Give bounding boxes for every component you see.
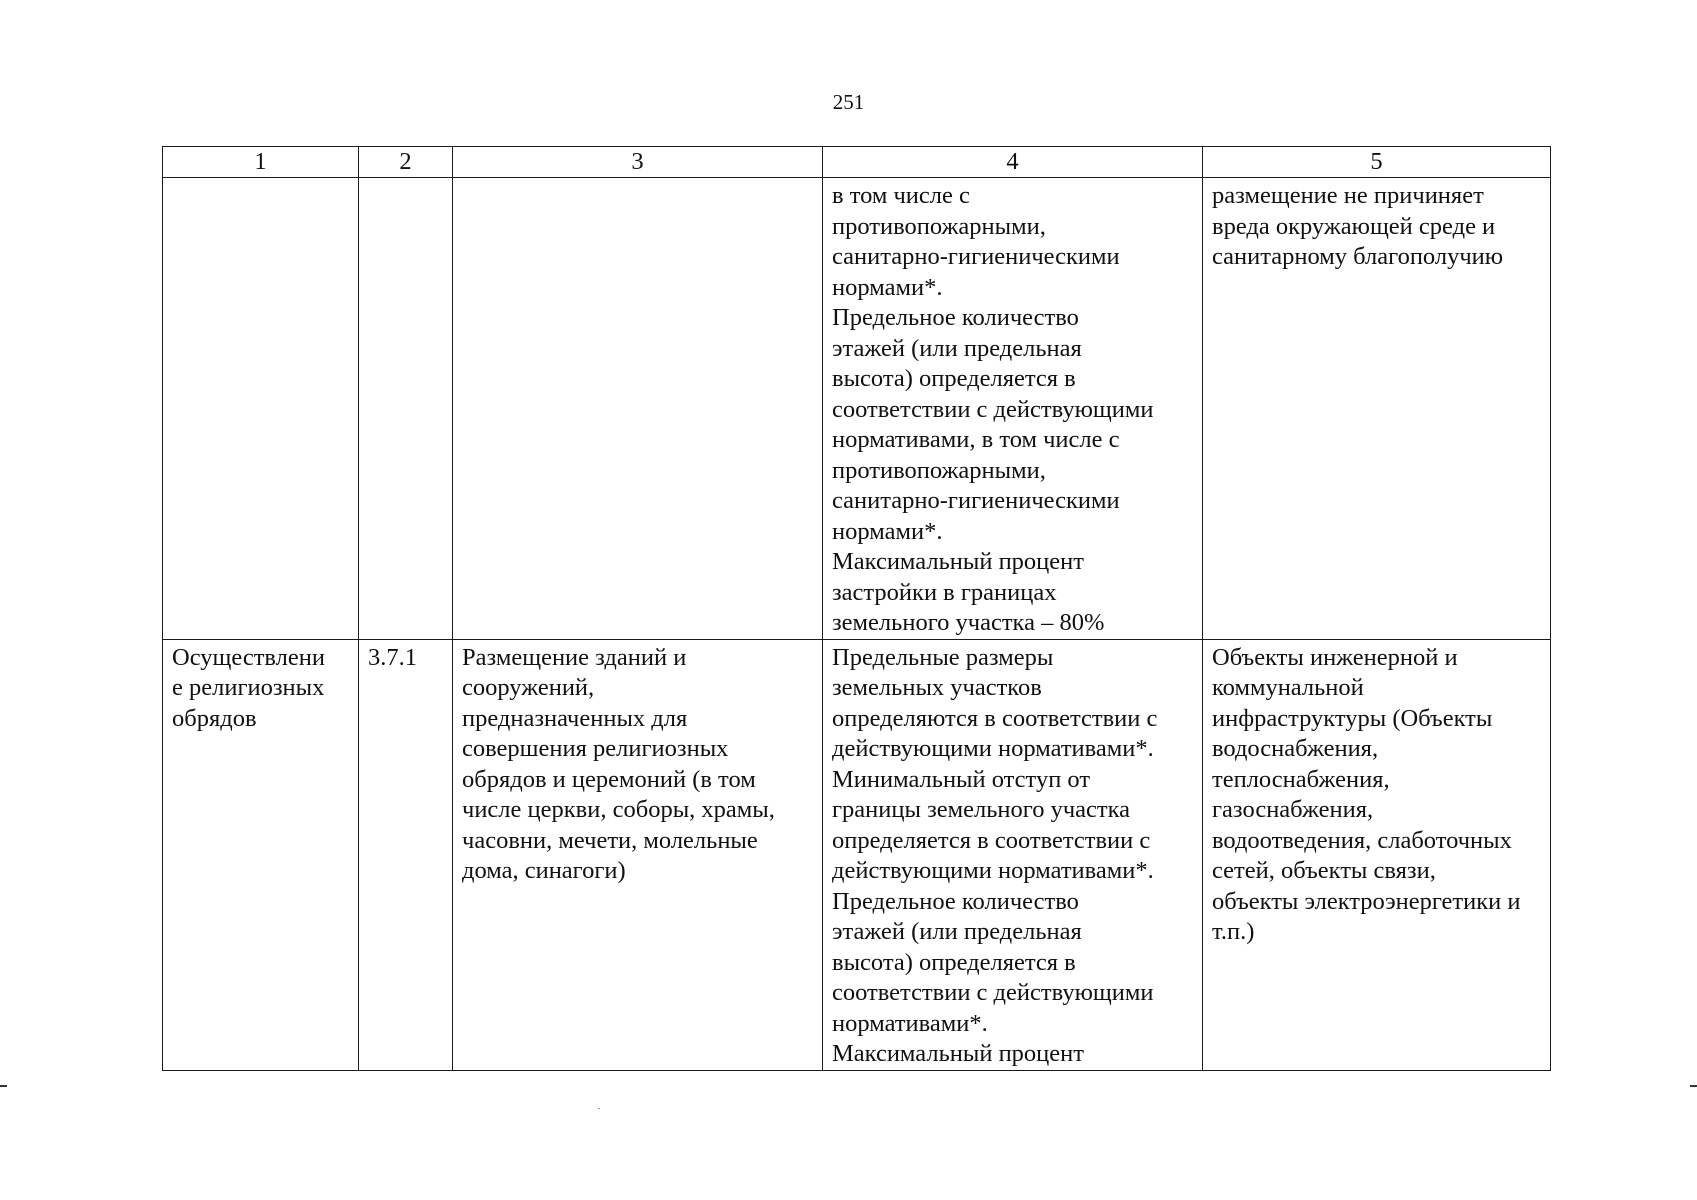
cell-description — [453, 178, 823, 640]
cell-text-line: Размещение зданий и — [462, 643, 687, 671]
cell-text-line: Максимальный процент — [832, 1040, 1084, 1067]
cell-text-line: часовни, мечети, молельные — [462, 826, 758, 854]
cell-description — [453, 639, 823, 1070]
cell-text-line: действующими нормативами*. — [832, 857, 1154, 884]
cell-code — [359, 639, 453, 1070]
cell-text-line: обрядов — [172, 704, 257, 732]
cell-text-line: нормами*. — [832, 273, 943, 301]
cell-text-line: высота) определяется в — [832, 365, 1076, 392]
column-header-2: 2 — [359, 147, 453, 178]
right-scan-edge-mark — [1690, 1085, 1697, 1087]
cell-text-line: Предельные размеры — [832, 643, 1054, 671]
cell-text-line: т.п.) — [1212, 918, 1255, 945]
cell-text-line: в том числе с — [832, 182, 970, 209]
cell-text-line: сооружений, — [462, 674, 595, 701]
cell-text-line: Минимальный отступ от — [832, 765, 1091, 793]
cell-text-line: Максимальный процент — [832, 548, 1084, 575]
land-use-table — [162, 146, 1551, 1071]
cell-text-line: соответствии с действующими — [832, 395, 1154, 423]
cell-text-line: нормативами, в том числе с — [832, 426, 1120, 453]
cell-auxiliary-uses — [1203, 178, 1551, 640]
cell-text-line: водоотведения, слаботочных — [1212, 826, 1512, 854]
column-header-1: 1 — [163, 147, 359, 178]
cell-text-line: коммунальной — [1212, 674, 1364, 701]
cell-text-line: противопожарными, — [832, 212, 1046, 240]
cell-text-line: водоснабжения, — [1212, 735, 1379, 762]
cell-text-line: санитарно-гигиеническими — [832, 243, 1120, 270]
table-row — [163, 178, 1551, 640]
cell-text-line: нормами*. — [832, 517, 943, 545]
cell-text-line: Объекты инженерной и — [1212, 643, 1458, 671]
cell-text-line: Предельное количество — [832, 887, 1079, 915]
cell-text-line: высота) определяется в — [832, 948, 1076, 976]
cell-text-line: е религиозных — [172, 674, 325, 701]
cell-text-line: санитарному благополучию — [1212, 243, 1504, 270]
cell-text-line: Осуществлени — [172, 643, 325, 671]
cell-parameters — [823, 178, 1203, 640]
cell-text-line: действующими нормативами*. — [832, 735, 1154, 762]
column-header-3: 3 — [453, 147, 823, 178]
cell-text-line: санитарно-гигиеническими — [832, 487, 1120, 514]
cell-text-line: нормативами*. — [832, 1009, 988, 1037]
cell-auxiliary-uses — [1203, 639, 1551, 1070]
column-header-4: 4 — [823, 147, 1203, 178]
cell-text-line: теплоснабжения, — [1212, 765, 1390, 793]
left-scan-edge-mark — [0, 1085, 7, 1087]
cell-use-type — [163, 178, 359, 640]
cell-text-line: размещение не причиняет — [1212, 182, 1484, 209]
cell-text-line: дома, синагоги) — [462, 857, 626, 884]
cell-text-line: земельных участков — [832, 674, 1042, 701]
cell-text-line: Предельное количество — [832, 304, 1079, 331]
cell-use-type — [163, 639, 359, 1070]
table-row — [163, 639, 1551, 1070]
page-number: 251 — [832, 90, 865, 114]
cell-text-line: определяется в соответствии с — [832, 826, 1151, 854]
cell-text-line: газоснабжения, — [1212, 796, 1374, 823]
cell-text-line: обрядов и церемоний (в том — [462, 765, 756, 793]
cell-text-line: инфраструктуры (Объекты — [1212, 704, 1493, 732]
cell-text-line: застройки в границах — [832, 578, 1057, 606]
cell-text-line: соответствии с действующими — [832, 979, 1154, 1006]
cell-text-line: сетей, объекты связи, — [1212, 857, 1436, 884]
cell-text-line: объекты электроэнергетики и — [1212, 887, 1521, 915]
column-header-5: 5 — [1203, 147, 1551, 178]
cell-text-line: 3.7.1 — [368, 643, 417, 671]
cell-text-line: земельного участка – 80% — [832, 609, 1105, 636]
cell-text-line: противопожарными, — [832, 456, 1046, 484]
cell-text-line: границы земельного участка — [832, 796, 1131, 823]
cell-text-line: числе церкви, соборы, храмы, — [462, 796, 775, 823]
cell-text-line: определяются в соответствии с — [832, 704, 1158, 732]
cell-text-line: этажей (или предельная — [832, 918, 1082, 945]
cell-parameters — [823, 639, 1203, 1070]
cell-text-line: совершения религиозных — [462, 735, 729, 762]
cell-text-line: предназначенных для — [462, 704, 688, 732]
cell-code — [359, 178, 453, 640]
cell-text-line: вреда окружающей среде и — [1212, 212, 1496, 240]
table-header-row — [163, 147, 1551, 178]
cell-text-line: этажей (или предельная — [832, 334, 1082, 362]
scan-speck — [598, 1108, 600, 1109]
